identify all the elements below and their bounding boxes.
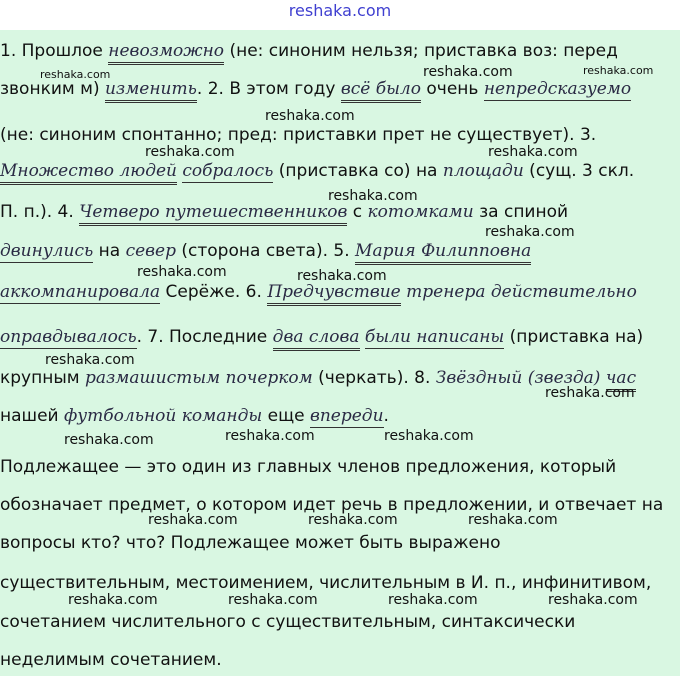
- watermark-text: reshaka.com: [40, 68, 111, 81]
- handwritten-word: Четверо путешественников: [79, 202, 347, 226]
- watermark-text: reshaka.com: [45, 352, 135, 368]
- text-line: [0, 367, 636, 389]
- text-line: [0, 649, 222, 671]
- text-line: [0, 611, 575, 633]
- watermark-text: reshaka.com: [308, 512, 398, 528]
- handwritten-word: впереди: [309, 406, 384, 426]
- watermark-text: reshaka.com: [485, 224, 575, 240]
- text-segment: (не: синоним нельзя; приставка воз: перед: [224, 41, 618, 61]
- text-segment: неделимым сочетанием.: [0, 650, 222, 670]
- text-line: [0, 201, 568, 223]
- handwritten-word: двинулись: [0, 241, 94, 261]
- text-segment: (приставка на): [504, 327, 644, 347]
- text-segment: П. п.). 4.: [0, 202, 80, 222]
- handwritten-word: Предчувствие: [267, 282, 400, 306]
- text-line: [0, 281, 637, 303]
- text-segment: обозначает предмет, о котором идет речь в предложении, и отвечает на: [0, 495, 664, 515]
- text-segment: нашей: [0, 406, 64, 426]
- text-line: [0, 572, 651, 594]
- answer-panel: [0, 30, 680, 676]
- text-segment: .: [383, 406, 389, 426]
- watermark-text: reshaka.com: [423, 64, 513, 80]
- watermark-text: reshaka.com: [228, 592, 318, 608]
- handwritten-word: час: [606, 368, 636, 392]
- watermark-text: reshaka.com: [488, 144, 578, 160]
- text-segment: Серёже. 6.: [160, 282, 268, 302]
- site-header: [0, 0, 680, 30]
- watermark-text: reshaka.com: [328, 188, 418, 204]
- watermark-text: reshaka.com: [225, 428, 315, 444]
- text-line: [0, 405, 389, 427]
- handwritten-word: были написаны: [364, 327, 505, 347]
- text-segment: (приставка со) на: [273, 161, 443, 181]
- watermark-text: reshaka.com: [548, 592, 638, 608]
- watermark-text: reshaka.com: [468, 512, 558, 528]
- text-line: [0, 40, 618, 62]
- text-segment: . 2. В этом году: [196, 79, 341, 99]
- watermark-text: reshaka.com: [145, 144, 235, 160]
- handwritten-word: (звезда): [527, 368, 601, 388]
- handwritten-word: котомками: [367, 202, 474, 222]
- text-segment: на: [93, 241, 126, 261]
- watermark-text: reshaka.com: [297, 268, 387, 284]
- handwritten-word: площади: [442, 161, 524, 181]
- text-segment: (не: синоним спонтанно; пред: приставки прет не существует). 3.: [0, 125, 597, 145]
- handwritten-word: север: [125, 241, 176, 261]
- text-segment: существительным, местоимением, числительным в И. п., инфинитивом,: [0, 573, 652, 593]
- handwritten-word: всё было: [341, 79, 421, 103]
- watermark-text: reshaka.com: [68, 592, 158, 608]
- text-line: [0, 160, 634, 182]
- watermark-text: reshaka.com: [384, 428, 474, 444]
- site-logo-link[interactable]: reshaka.com: [288, 1, 392, 20]
- handwritten-word: аккомпанировала: [0, 282, 161, 302]
- text-segment: звонким м): [0, 79, 105, 99]
- text-segment: сочетанием числительного с существительным, синтаксически: [0, 612, 576, 632]
- text-segment: вопросы кто? что? Подлежащее может быть выражено: [0, 533, 501, 553]
- handwritten-word: на: [510, 241, 531, 265]
- handwritten-word: тренера действительно: [406, 282, 637, 302]
- handwritten-word: размашистым почерком: [85, 368, 313, 388]
- text-segment: за спиной: [473, 202, 569, 222]
- text-line: [0, 456, 616, 478]
- watermark-text: reshaka.com: [265, 108, 355, 124]
- text-segment: (черкать). 8.: [312, 368, 436, 388]
- text-segment: 1. Прошлое: [0, 41, 109, 61]
- handwritten-word: непредсказуемо: [483, 79, 632, 99]
- watermark-text: reshaka.com: [388, 592, 478, 608]
- text-segment: крупным: [0, 368, 85, 388]
- text-line: [0, 78, 631, 100]
- text-line: [0, 240, 531, 262]
- handwritten-word: оправдывалось: [0, 327, 137, 347]
- text-line: [0, 326, 643, 348]
- watermark-text: reshaka.com: [137, 264, 227, 280]
- text-segment: с: [347, 202, 368, 222]
- watermark-text: reshaka.com: [148, 512, 238, 528]
- handwritten-word: собралось: [182, 161, 274, 181]
- text-segment: еще: [262, 406, 310, 426]
- text-segment: (сторона света). 5.: [176, 241, 356, 261]
- text-line: [0, 532, 500, 554]
- text-segment: Подлежащее — это один из главных членов предложения, который: [0, 457, 617, 477]
- handwritten-word: невозможно: [108, 41, 224, 65]
- handwritten-word: Мария Филиппов: [355, 241, 510, 265]
- watermark-text: reshaka.com: [583, 64, 654, 77]
- text-line: [0, 124, 596, 146]
- handwritten-word: изменить: [105, 79, 197, 103]
- text-segment: . 7. Последние: [136, 327, 273, 347]
- handwritten-word: Множество людей: [0, 161, 177, 185]
- handwritten-word: Звёздный: [435, 368, 523, 388]
- watermark-text: reshaka.com: [545, 385, 635, 401]
- handwritten-word: футбольной команды: [64, 406, 263, 426]
- text-segment: очень: [420, 79, 484, 99]
- watermark-text: reshaka.com: [64, 432, 154, 448]
- text-segment: (сущ. 3 скл.: [523, 161, 635, 181]
- handwritten-word: два слова: [273, 327, 360, 351]
